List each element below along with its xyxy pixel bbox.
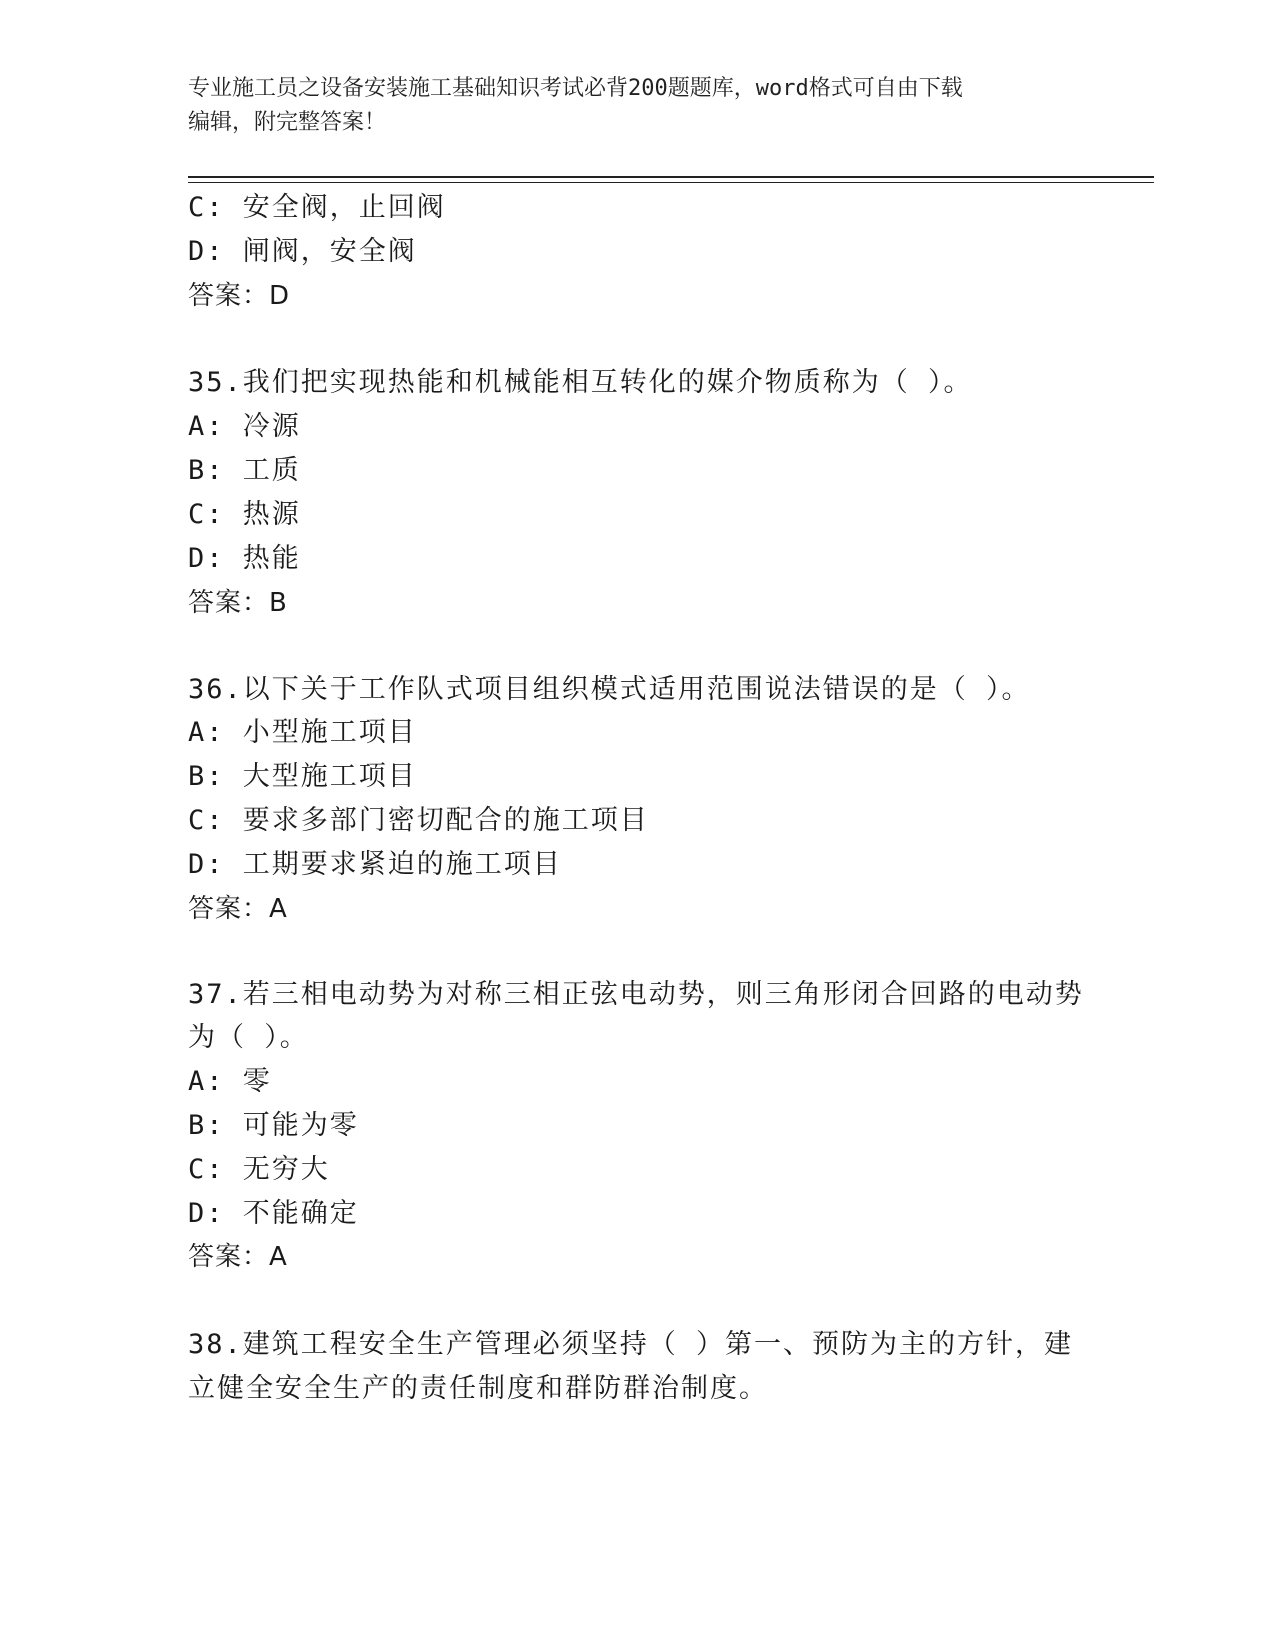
q37-option-c: C: 无穷大 bbox=[188, 1154, 330, 1185]
q34-option-d: D: 闸阀，安全阀 bbox=[188, 236, 417, 267]
q37-answer: 答案：A bbox=[188, 1242, 288, 1272]
q37-option-a: A: 零 bbox=[188, 1066, 272, 1097]
header-divider-thin bbox=[188, 182, 1154, 183]
q35-option-c: C: 热源 bbox=[188, 499, 301, 530]
q34-answer: 答案：D bbox=[188, 281, 291, 311]
q35-stem: 35.我们把实现热能和机械能相互转化的媒介物质称为（ ）。 bbox=[188, 367, 973, 398]
q35-option-b: B: 工质 bbox=[188, 455, 301, 486]
q36-answer: 答案：A bbox=[188, 894, 288, 924]
q37-option-b: B: 可能为零 bbox=[188, 1110, 359, 1141]
q38-stem-line-1: 38.建筑工程安全生产管理必须坚持（ ）第一、预防为主的方针，建 bbox=[188, 1329, 1074, 1360]
header-divider-thick bbox=[188, 176, 1154, 178]
q37-option-d: D: 不能确定 bbox=[188, 1198, 359, 1229]
q36-option-b: B: 大型施工项目 bbox=[188, 761, 417, 792]
q36-option-a: A: 小型施工项目 bbox=[188, 717, 417, 748]
q35-option-d: D: 热能 bbox=[188, 543, 301, 574]
header-line-1: 专业施工员之设备安装施工基础知识考试必背200题题库，word格式可自由下载 bbox=[188, 76, 963, 101]
q36-option-d: D: 工期要求紧迫的施工项目 bbox=[188, 849, 562, 880]
q37-stem-line-2: 为（ ）。 bbox=[188, 1022, 309, 1053]
q36-option-c: C: 要求多部门密切配合的施工项目 bbox=[188, 805, 649, 836]
q38-stem-line-2: 立健全安全生产的责任制度和群防群治制度。 bbox=[188, 1373, 768, 1404]
document-header bbox=[188, 72, 1078, 140]
header-line-2: 编辑，附完整答案！ bbox=[188, 110, 387, 135]
q37-stem-line-1: 37.若三相电动势为对称三相正弦电动势，则三角形闭合回路的电动势 bbox=[188, 979, 1084, 1010]
q36-stem: 36.以下关于工作队式项目组织模式适用范围说法错误的是（ ）。 bbox=[188, 674, 1031, 705]
q35-answer: 答案：B bbox=[188, 588, 288, 618]
q35-option-a: A: 冷源 bbox=[188, 411, 301, 442]
q34-option-c: C: 安全阀，止回阀 bbox=[188, 192, 446, 223]
